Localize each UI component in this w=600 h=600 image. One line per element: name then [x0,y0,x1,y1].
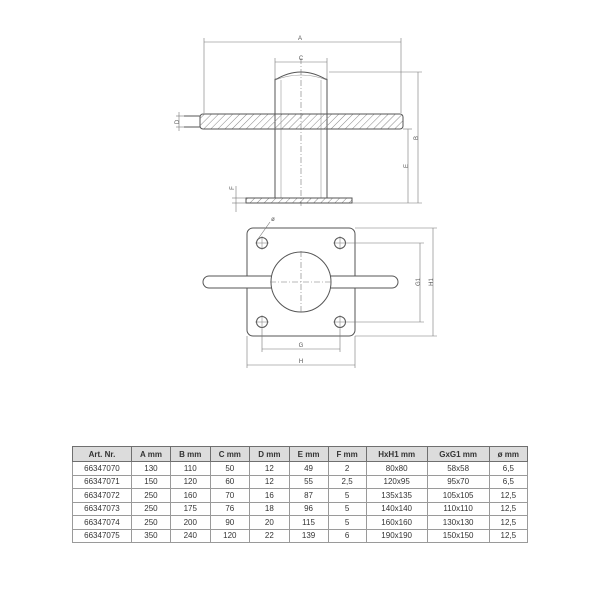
dim-label-a: A [297,36,303,42]
table-cell: 6,5 [489,462,527,476]
table-cell: 12 [250,475,290,489]
table-cell: 175 [171,502,211,516]
column-header: GxG1 mm [427,447,489,462]
table-cell: 190x190 [366,529,427,543]
table-cell: 5 [328,489,366,503]
table-cell: 16 [250,489,290,503]
table-cell: 60 [210,475,250,489]
table-cell: 5 [328,502,366,516]
dim-label-d: D [175,119,181,125]
dim-label-c: C [298,56,304,62]
table-cell: 58x58 [427,462,489,476]
top-view [203,222,437,368]
table-cell: 150 [131,475,170,489]
table-row [73,489,528,503]
side-view-base-plate [246,198,352,203]
table-cell: 49 [289,462,328,476]
table-row [73,475,528,489]
table-cell: 115 [289,516,328,530]
table-cell: 66347071 [73,475,132,489]
column-header: D mm [250,447,290,462]
table-cell: 70 [210,489,250,503]
table-cell: 140x140 [366,502,427,516]
table-cell: 66347074 [73,516,132,530]
table-cell: 96 [289,502,328,516]
table-cell: 50 [210,462,250,476]
table-cell: 160 [171,489,211,503]
table-row [73,516,528,530]
dim-label-f: F [230,186,236,190]
table-cell: 12,5 [489,502,527,516]
table-cell: 6,5 [489,475,527,489]
column-header: F mm [328,447,366,462]
table-cell: 80x80 [366,462,427,476]
table-cell: 2 [328,462,366,476]
table-row [73,462,528,476]
table-cell: 139 [289,529,328,543]
table-cell: 66347073 [73,502,132,516]
column-header: C mm [210,447,250,462]
table-cell: 90 [210,516,250,530]
table-cell: 55 [289,475,328,489]
table-cell: 12 [250,462,290,476]
column-header: Art. Nr. [73,447,132,462]
table-cell: 66347075 [73,529,132,543]
table-cell: 6 [328,529,366,543]
table-cell: 250 [131,502,170,516]
table-cell: 150x150 [427,529,489,543]
table-header-row [73,447,528,462]
table-row [73,529,528,543]
table-cell: 110x110 [427,502,489,516]
table-cell: 12,5 [489,516,527,530]
column-header: B mm [171,447,211,462]
table-cell: 130 [131,462,170,476]
column-header: HxH1 mm [366,447,427,462]
spec-table [72,446,528,543]
dim-label-h1: H1 [429,278,435,286]
table-cell: 22 [250,529,290,543]
table-cell: 120 [171,475,211,489]
table-cell: 76 [210,502,250,516]
table-cell: 12,5 [489,529,527,543]
table-cell: 66347070 [73,462,132,476]
dim-label-g: G [298,343,304,349]
table-cell: 120 [210,529,250,543]
table-cell: 130x130 [427,516,489,530]
dim-label-b: B [414,135,420,141]
table-row [73,502,528,516]
table-cell: 12,5 [489,489,527,503]
column-header: E mm [289,447,328,462]
dim-label-e: E [404,163,410,169]
dim-label-g1: G1 [416,277,422,287]
table-cell: 2,5 [328,475,366,489]
table-cell: 95x70 [427,475,489,489]
side-view [176,38,422,212]
column-header: A mm [131,447,170,462]
table-cell: 120x95 [366,475,427,489]
table-cell: 135x135 [366,489,427,503]
table-cell: 5 [328,516,366,530]
table-cell: 105x105 [427,489,489,503]
table-cell: 87 [289,489,328,503]
side-view-bar [200,114,403,129]
table-cell: 250 [131,489,170,503]
table-cell: 160x160 [366,516,427,530]
table-cell: 200 [171,516,211,530]
table-cell: 20 [250,516,290,530]
dim-label-diameter: ø [271,217,275,223]
column-header: ø mm [489,447,527,462]
table-cell: 250 [131,516,170,530]
table-cell: 350 [131,529,170,543]
dim-label-h: H [298,359,304,365]
table-cell: 110 [171,462,211,476]
table-cell: 240 [171,529,211,543]
table-cell: 18 [250,502,290,516]
table-cell: 66347072 [73,489,132,503]
